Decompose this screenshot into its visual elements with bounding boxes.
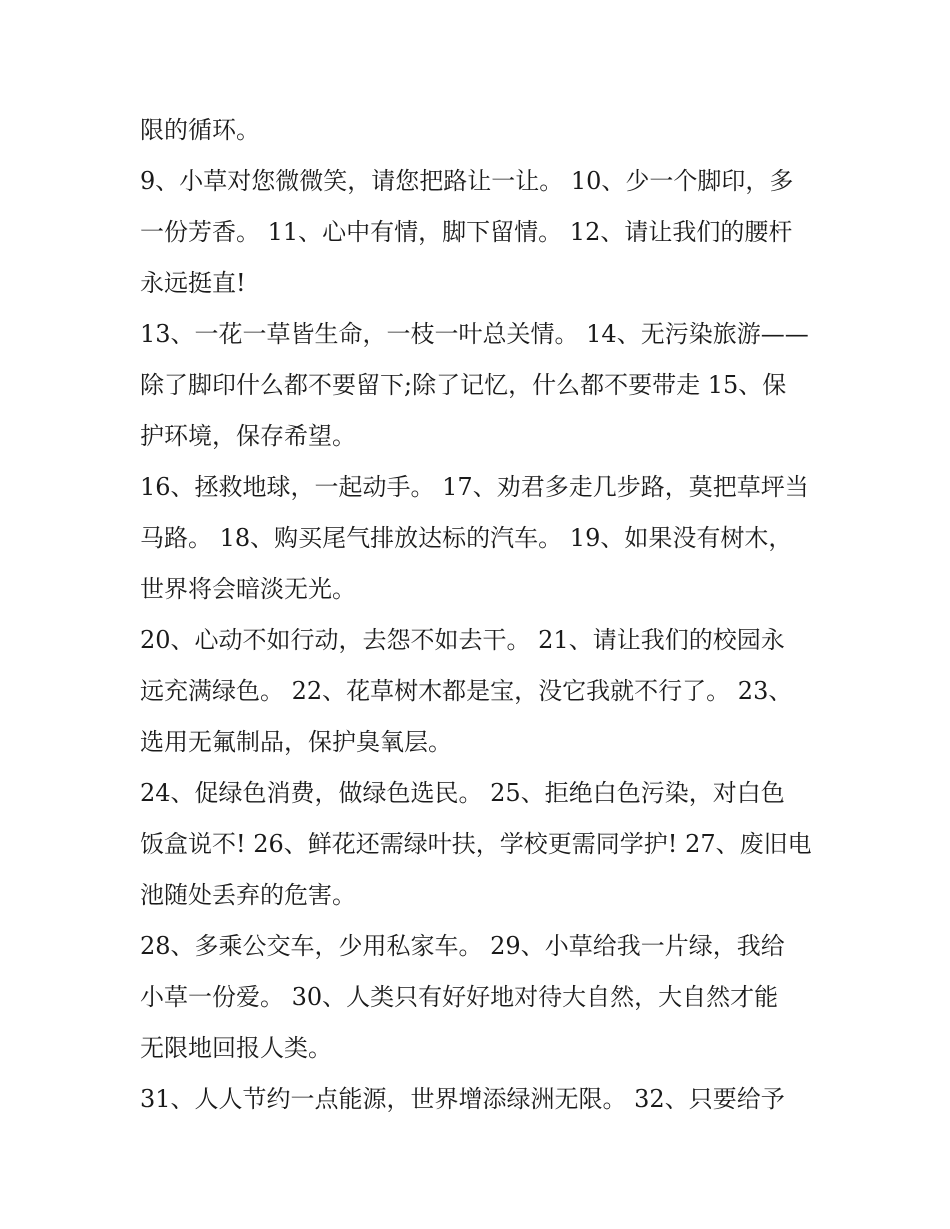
paragraph [140,771,820,924]
text-line: 永远挺直! [140,269,246,297]
text-line: 31、人人节约一点能源，世界增添绿洲无限。 32、只要给予 [140,1085,785,1113]
text-line: 28、多乘公交车，少用私家车。 29、小草给我一片绿，我给 [140,932,785,960]
text-line: 世界将会暗淡无光。 [140,575,356,603]
text-line: 16、拯救地球，一起动手。 17、劝君多走几步路，莫把草坪当 [140,473,809,501]
text-line: 限的循环。 [140,116,260,144]
text-line: 一份芳香。 11、心中有情，脚下留情。 12、请让我们的腰杆 [140,218,793,246]
text-line: 除了脚印什么都不要留下;除了记忆，什么都不要带走 15、保 [140,371,787,399]
text-line: 护环境，保存希望。 [140,422,356,450]
text-line: 9、小草对您微微笑，请您把路让一让。 10、少一个脚印，多 [140,167,794,195]
text-line: 选用无氟制品，保护臭氧层。 [140,728,452,756]
paragraph [140,159,820,312]
text-line: 饭盒说不! 26、鲜花还需绿叶扶，学校更需同学护! 27、废旧电 [140,830,812,858]
text-line: 无限地回报人类。 [140,1034,332,1062]
paragraph [140,465,820,618]
text-line: 马路。 18、购买尾气排放达标的汽车。 19、如果没有树木， [140,524,793,552]
text-line: 20、心动不如行动，去怨不如去干。 21、请让我们的校园永 [140,626,785,654]
document-body [140,108,820,1128]
text-line: 远充满绿色。 22、花草树木都是宝，没它我就不行了。 23、 [140,677,793,705]
paragraph [140,312,820,465]
paragraph [140,1077,820,1128]
paragraph [140,924,820,1077]
text-line: 13、一花一草皆生命，一枝一叶总关情。 14、无污染旅游—— [140,320,809,348]
text-line: 池随处丢弃的危害。 [140,881,356,909]
paragraph [140,108,820,159]
text-line: 24、促绿色消费，做绿色选民。 25、拒绝白色污染，对白色 [140,779,785,807]
text-line: 小草一份爱。 30、人类只有好好地对待大自然，大自然才能 [140,983,779,1011]
paragraph [140,618,820,771]
